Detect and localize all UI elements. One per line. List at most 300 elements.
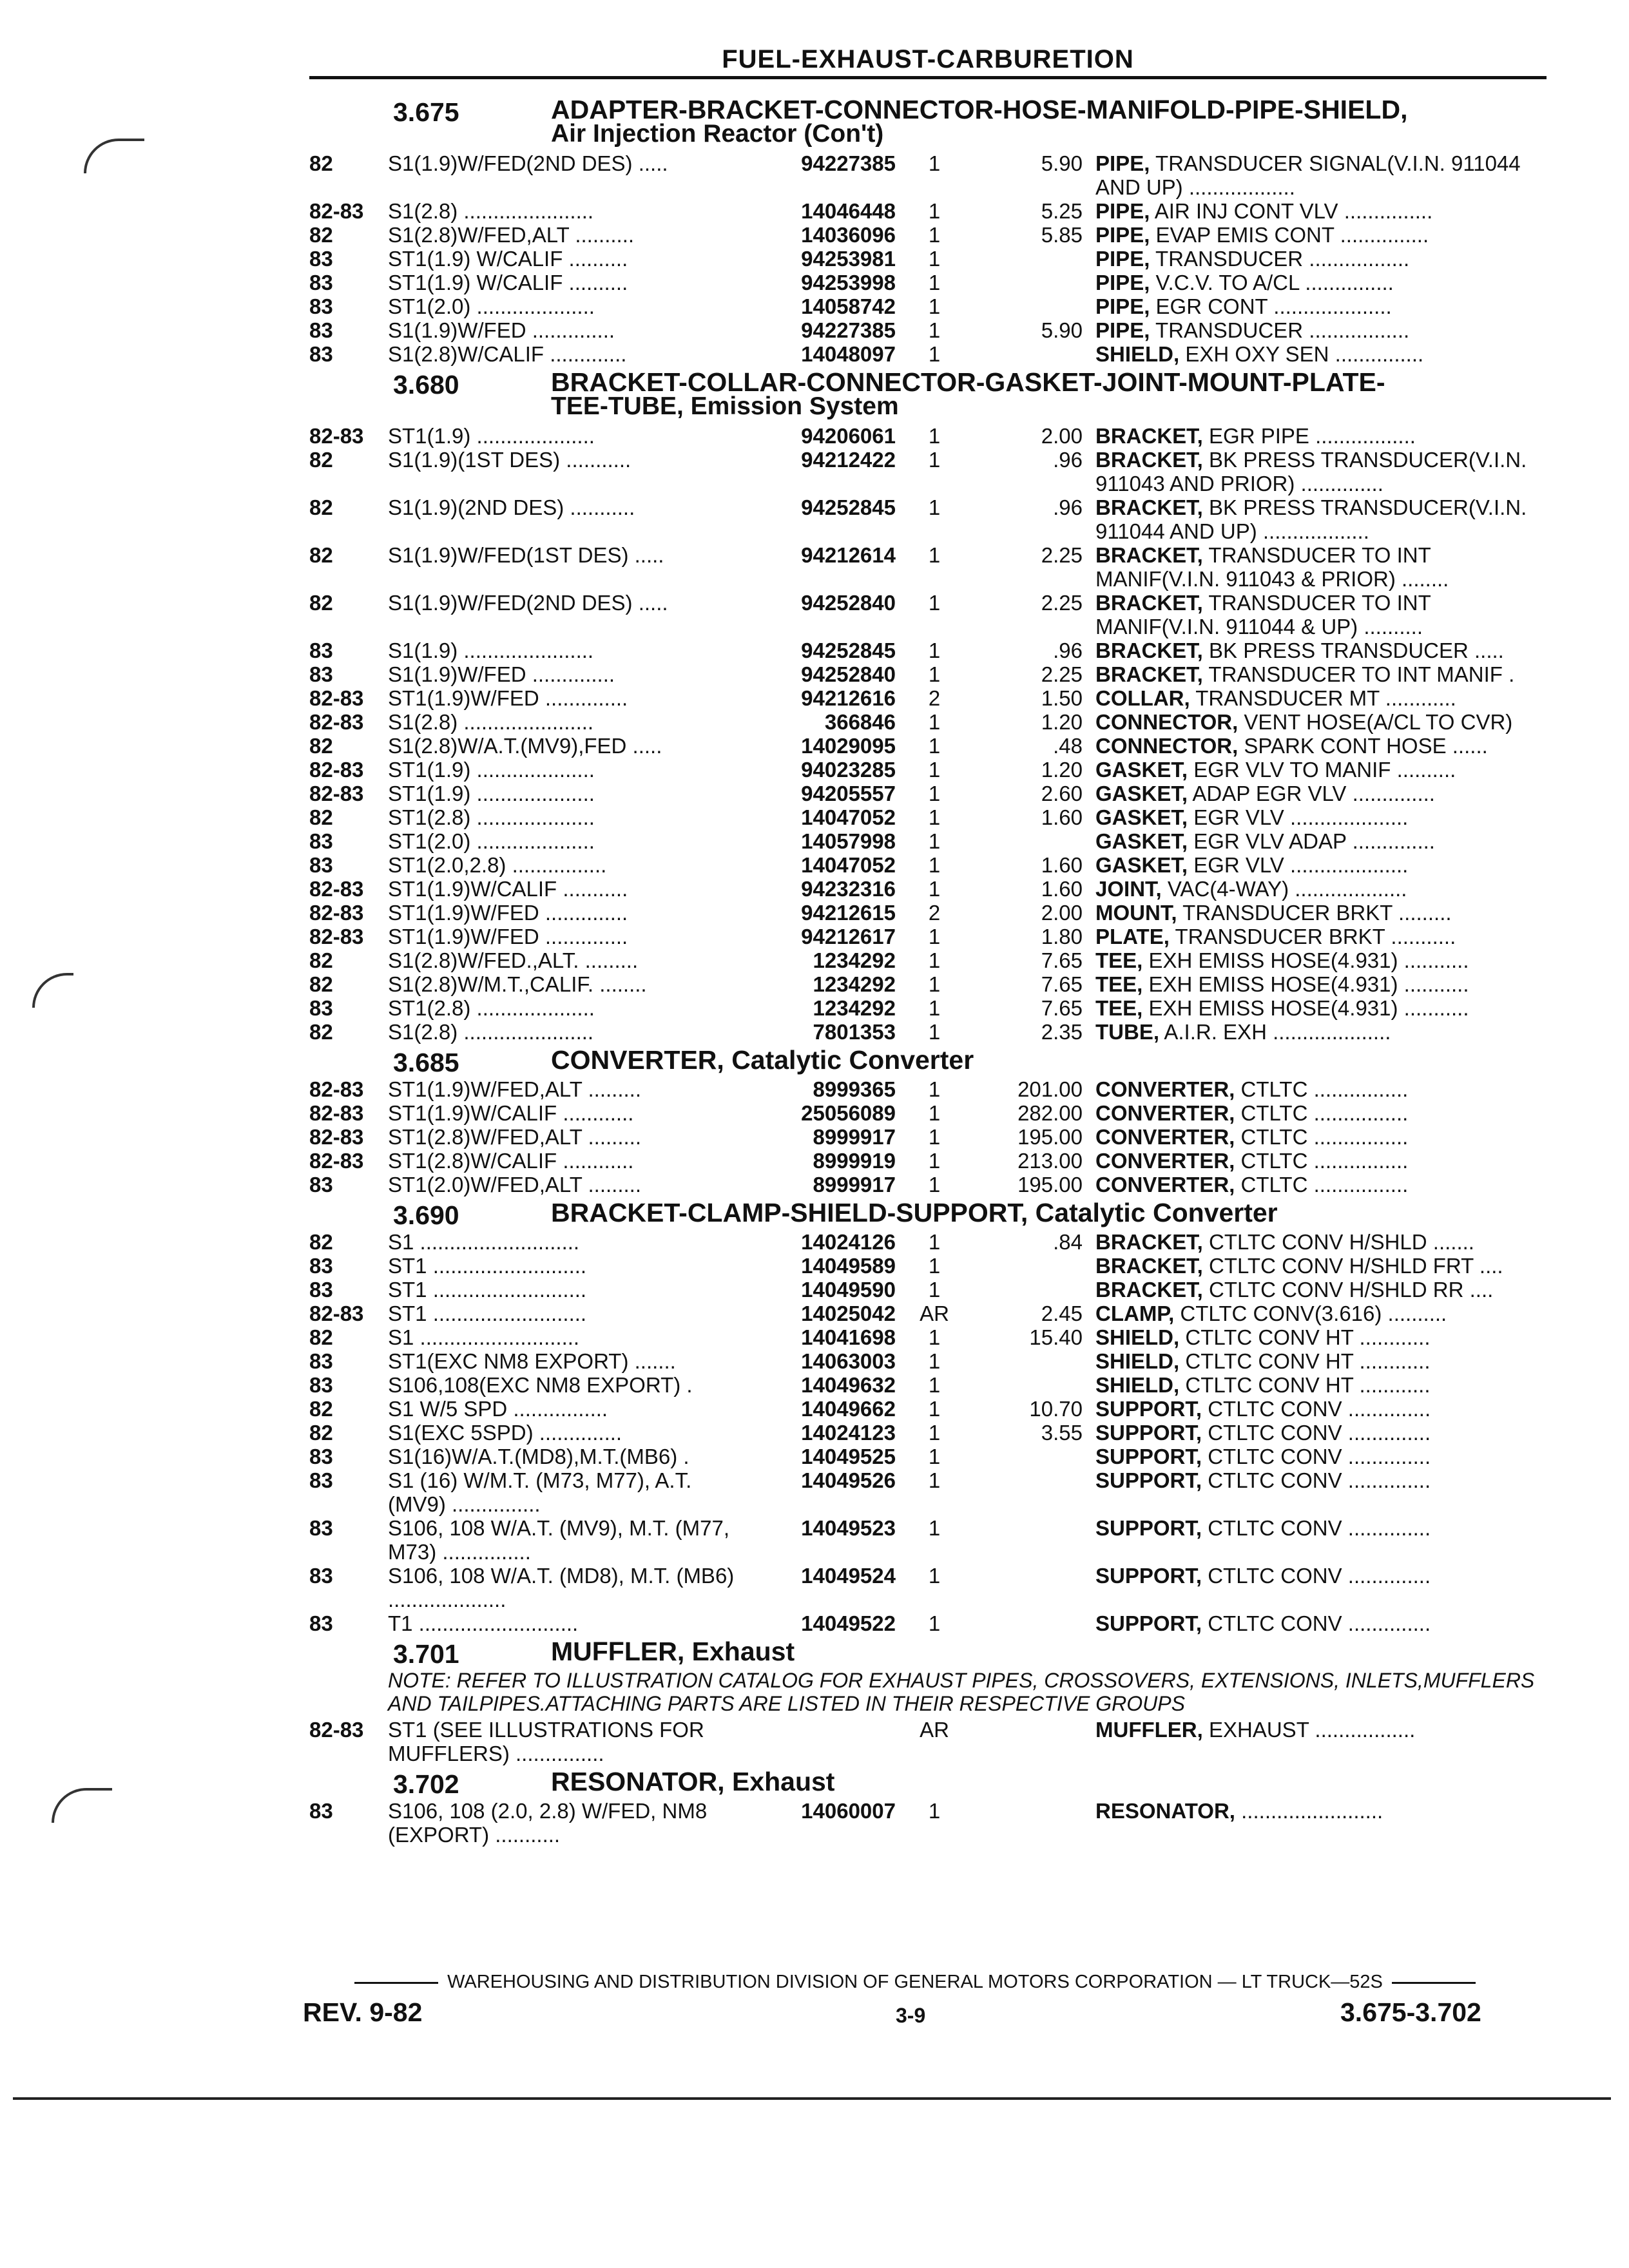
- part-name: SUPPORT,: [1095, 1611, 1202, 1635]
- model-cell: S1(EXC 5SPD) ..............: [388, 1421, 622, 1445]
- part-name: BRACKET,: [1095, 1278, 1203, 1302]
- part-description: CTLTC CONV ..............: [1208, 1421, 1431, 1445]
- part-number-cell: 94212615: [801, 901, 896, 925]
- price-cell: .84: [1053, 1230, 1083, 1254]
- part-row: [309, 1445, 1547, 1468]
- part-description: CTLTC CONV HT ............: [1185, 1325, 1431, 1349]
- model-cell: S1 ...........................: [388, 1325, 580, 1349]
- part-description: CTLTC ................: [1240, 1077, 1409, 1101]
- part-name: TEE,: [1095, 996, 1143, 1020]
- year-cell: 82: [309, 948, 333, 972]
- part-description: EXH OXY SEN ...............: [1185, 342, 1424, 366]
- part-number-cell: 1234292: [813, 972, 896, 996]
- description-cell: [1095, 543, 1547, 591]
- part-row: [309, 1278, 1547, 1302]
- part-name: SUPPORT,: [1095, 1397, 1202, 1421]
- price-cell: 2.25: [1041, 591, 1083, 615]
- hole-punch-mark: [32, 973, 73, 1008]
- quantity-cell: 1: [928, 1101, 941, 1125]
- part-row: [309, 1020, 1547, 1044]
- part-row: [309, 1373, 1547, 1397]
- part-row: [309, 424, 1547, 448]
- year-cell: 82-83: [309, 1077, 364, 1101]
- description-cell: [1095, 662, 1547, 686]
- model-cell: ST1 (SEE ILLUSTRATIONS FOR MUFFLERS) ...............: [388, 1718, 704, 1765]
- part-description: TRANSDUCER SIGNAL(V.I.N. 911044 AND UP) ..................: [1095, 151, 1521, 199]
- quantity-cell: 1: [928, 271, 941, 294]
- price-cell: 7.65: [1041, 948, 1083, 972]
- part-row: [309, 996, 1547, 1020]
- part-name: PIPE,: [1095, 223, 1150, 247]
- parts-listing: [309, 93, 1547, 1847]
- section-subtitle: Air Injection Reactor (Con't): [551, 120, 884, 148]
- year-cell: 83: [309, 1373, 333, 1397]
- part-row: [309, 1325, 1547, 1349]
- model-cell: ST1(2.0)W/FED,ALT .........: [388, 1173, 642, 1196]
- quantity-cell: 1: [928, 448, 941, 472]
- description-cell: [1095, 1125, 1547, 1149]
- part-row: [309, 1101, 1547, 1125]
- part-name: PIPE,: [1095, 151, 1150, 175]
- quantity-cell: 1: [928, 543, 941, 567]
- part-number-cell: 14048097: [801, 342, 896, 366]
- quantity-cell: 1: [928, 247, 941, 271]
- part-row: [309, 925, 1547, 948]
- part-number-cell: 14025042: [801, 1302, 896, 1325]
- part-description: EXH EMISS HOSE(4.931) ...........: [1148, 948, 1469, 972]
- model-cell: S1(1.9)W/FED ..............: [388, 662, 615, 686]
- quantity-cell: 1: [928, 1230, 941, 1254]
- part-description: BK PRESS TRANSDUCER .....: [1209, 639, 1504, 662]
- quantity-cell: 1: [928, 1468, 941, 1492]
- year-cell: 82: [309, 151, 333, 175]
- model-cell: S1(2.8)W/FED,ALT ..........: [388, 223, 635, 247]
- section-note: NOTE: REFER TO ILLUSTRATION CATALOG FOR EXHAUST PIPES, CROSSOVERS, EXTENSIONS, INLETS,MUFFLERS AND TAILPIPES.ATTACHING PARTS ARE LISTED IN THEIR RESPECTIVE GROUPS: [388, 1669, 1535, 1715]
- part-name: MOUNT,: [1095, 901, 1177, 925]
- quantity-cell: 1: [928, 996, 941, 1020]
- part-number-cell: 14063003: [801, 1349, 896, 1373]
- part-description: TRANSDUCER TO INT MANIF(V.I.N. 911043 & PRIOR) ........: [1095, 543, 1449, 591]
- price-cell: 195.00: [1017, 1125, 1083, 1149]
- quantity-cell: AR: [920, 1718, 949, 1742]
- quantity-cell: 1: [928, 1349, 941, 1373]
- description-cell: [1095, 686, 1547, 710]
- part-number-cell: 14024123: [801, 1421, 896, 1445]
- quantity-cell: 1: [928, 1254, 941, 1278]
- description-cell: [1095, 972, 1547, 996]
- price-cell: 1.20: [1041, 710, 1083, 734]
- part-row: [309, 1718, 1547, 1765]
- model-cell: S1(2.8) ......................: [388, 1020, 594, 1044]
- part-name: SUPPORT,: [1095, 1564, 1202, 1588]
- description-cell: [1095, 1611, 1547, 1635]
- section-number: 3.685: [393, 1048, 459, 1077]
- quantity-cell: AR: [920, 1302, 949, 1325]
- part-number-cell: 94206061: [801, 424, 896, 448]
- model-cell: S1 ...........................: [388, 1230, 580, 1254]
- year-cell: 82-83: [309, 782, 364, 805]
- description-cell: [1095, 1173, 1547, 1196]
- description-cell: [1095, 1077, 1547, 1101]
- quantity-cell: 1: [928, 1373, 941, 1397]
- quantity-cell: 1: [928, 1421, 941, 1445]
- part-description: CTLTC ................: [1240, 1173, 1409, 1196]
- description-cell: [1095, 948, 1547, 972]
- part-number-cell: 14024126: [801, 1230, 896, 1254]
- quantity-cell: 1: [928, 710, 941, 734]
- part-row: [309, 1516, 1547, 1564]
- part-name: PIPE,: [1095, 271, 1150, 294]
- page-number: 3-9: [896, 2004, 926, 2027]
- quantity-cell: 1: [928, 805, 941, 829]
- section-header: [393, 1767, 1547, 1799]
- model-cell: ST1(2.0,2.8) ................: [388, 853, 607, 877]
- quantity-cell: 1: [928, 758, 941, 782]
- part-name: SUPPORT,: [1095, 1445, 1202, 1468]
- part-row: [309, 151, 1547, 199]
- part-description: BK PRESS TRANSDUCER(V.I.N. 911044 AND UP) ..................: [1095, 495, 1527, 543]
- part-name: CLAMP,: [1095, 1302, 1175, 1325]
- price-cell: 2.35: [1041, 1020, 1083, 1044]
- part-number-cell: 94232316: [801, 877, 896, 901]
- section-title: [551, 1045, 1547, 1075]
- price-cell: 1.20: [1041, 758, 1083, 782]
- quantity-cell: 1: [928, 877, 941, 901]
- part-name: BRACKET,: [1095, 495, 1203, 519]
- part-row: [309, 710, 1547, 734]
- description-cell: [1095, 758, 1547, 782]
- footer-publisher-text: WAREHOUSING AND DISTRIBUTION DIVISION OF GENERAL MOTORS CORPORATION — LT TRUCK—52S: [447, 1972, 1383, 1992]
- year-cell: 82-83: [309, 1718, 364, 1742]
- year-cell: 82-83: [309, 1149, 364, 1173]
- part-number-cell: 14058742: [801, 294, 896, 318]
- part-row: [309, 1468, 1547, 1516]
- part-description: ........................: [1241, 1799, 1383, 1823]
- part-name: COLLAR,: [1095, 686, 1190, 710]
- part-name: TEE,: [1095, 948, 1143, 972]
- part-row: [309, 294, 1547, 318]
- part-name: SUPPORT,: [1095, 1516, 1202, 1540]
- quantity-cell: 1: [928, 1325, 941, 1349]
- part-description: EXHAUST .................: [1208, 1718, 1416, 1742]
- part-row: [309, 734, 1547, 758]
- price-cell: 2.00: [1041, 901, 1083, 925]
- part-number-cell: 8999365: [813, 1077, 896, 1101]
- year-cell: 83: [309, 1445, 333, 1468]
- description-cell: [1095, 223, 1547, 247]
- model-cell: ST1(1.9)W/FED ..............: [388, 901, 628, 925]
- year-cell: 82: [309, 543, 333, 567]
- section-number: 3.690: [393, 1200, 459, 1230]
- description-cell: [1095, 342, 1547, 366]
- description-cell: [1095, 151, 1547, 199]
- part-name: SUPPORT,: [1095, 1468, 1202, 1492]
- part-row: [309, 1302, 1547, 1325]
- year-cell: 82-83: [309, 199, 364, 223]
- part-name: GASKET,: [1095, 829, 1188, 853]
- part-name: BRACKET,: [1095, 424, 1203, 448]
- year-cell: 83: [309, 1349, 333, 1373]
- part-row: [309, 448, 1547, 495]
- year-cell: 82-83: [309, 1302, 364, 1325]
- part-description: VAC(4-WAY) ...................: [1167, 877, 1407, 901]
- part-number-cell: 94212422: [801, 448, 896, 472]
- part-row: [309, 639, 1547, 662]
- model-cell: ST1(1.9) W/CALIF ..........: [388, 271, 628, 294]
- year-cell: 83: [309, 271, 333, 294]
- year-cell: 83: [309, 829, 333, 853]
- description-cell: [1095, 996, 1547, 1020]
- part-row: [309, 805, 1547, 829]
- price-cell: .96: [1053, 639, 1083, 662]
- part-row: [309, 1349, 1547, 1373]
- model-cell: S1(2.8) ......................: [388, 710, 594, 734]
- part-description: EGR VLV ....................: [1193, 805, 1409, 829]
- part-name: BRACKET,: [1095, 639, 1203, 662]
- section-number: 3.680: [393, 370, 459, 399]
- part-description: AIR INJ CONT VLV ...............: [1154, 199, 1433, 223]
- year-cell: 82-83: [309, 877, 364, 901]
- description-cell: [1095, 782, 1547, 805]
- part-description: CTLTC CONV HT ............: [1185, 1373, 1431, 1397]
- price-cell: 10.70: [1029, 1397, 1083, 1421]
- part-row: [309, 829, 1547, 853]
- quantity-cell: 1: [928, 199, 941, 223]
- part-name: GASKET,: [1095, 805, 1188, 829]
- model-cell: ST1(2.8)W/CALIF ............: [388, 1149, 634, 1173]
- part-number-cell: 14049632: [801, 1373, 896, 1397]
- model-cell: ST1(1.9) W/CALIF ..........: [388, 247, 628, 271]
- part-name: BRACKET,: [1095, 591, 1203, 615]
- year-cell: 82: [309, 1325, 333, 1349]
- part-number-cell: 94212617: [801, 925, 896, 948]
- part-description: CTLTC CONV ..............: [1208, 1516, 1431, 1540]
- price-cell: 15.40: [1029, 1325, 1083, 1349]
- part-row: [309, 853, 1547, 877]
- part-description: EXH EMISS HOSE(4.931) ...........: [1148, 972, 1469, 996]
- part-number-cell: 8999919: [813, 1149, 896, 1173]
- part-description: EVAP EMIS CONT ...............: [1155, 223, 1429, 247]
- part-number-cell: 14049523: [801, 1516, 896, 1540]
- part-number-cell: 7801353: [813, 1020, 896, 1044]
- quantity-cell: 1: [928, 829, 941, 853]
- model-cell: S1(1.9)W/FED(2ND DES) .....: [388, 591, 668, 615]
- part-description: CTLTC CONV ..............: [1208, 1468, 1431, 1492]
- year-cell: 83: [309, 1468, 333, 1492]
- model-cell: ST1(2.0) ....................: [388, 294, 595, 318]
- part-description: TRANSDUCER TO INT MANIF(V.I.N. 911044 & UP) ..........: [1095, 591, 1431, 639]
- model-cell: S106,108(EXC NM8 EXPORT) .: [388, 1373, 693, 1397]
- part-description: TRANSDUCER TO INT MANIF .: [1208, 662, 1515, 686]
- description-cell: [1095, 901, 1547, 925]
- description-cell: [1095, 805, 1547, 829]
- description-cell: [1095, 1718, 1547, 1742]
- part-number-cell: 94212616: [801, 686, 896, 710]
- part-number-cell: 94205557: [801, 782, 896, 805]
- part-number-cell: 14049525: [801, 1445, 896, 1468]
- year-cell: 83: [309, 662, 333, 686]
- quantity-cell: 1: [928, 662, 941, 686]
- part-number-cell: 94253998: [801, 271, 896, 294]
- year-cell: 83: [309, 1799, 333, 1823]
- model-cell: S1 W/5 SPD ................: [388, 1397, 608, 1421]
- quantity-cell: 1: [928, 1397, 941, 1421]
- part-number-cell: 14049662: [801, 1397, 896, 1421]
- description-cell: [1095, 877, 1547, 901]
- section-number: 3.701: [393, 1639, 459, 1669]
- description-cell: [1095, 1373, 1547, 1397]
- quantity-cell: 2: [928, 686, 941, 710]
- part-number-cell: 1234292: [813, 948, 896, 972]
- description-cell: [1095, 1349, 1547, 1373]
- part-name: MUFFLER,: [1095, 1718, 1203, 1742]
- price-cell: .96: [1053, 495, 1083, 519]
- description-cell: [1095, 1516, 1547, 1540]
- part-description: CTLTC CONV H/SHLD RR ....: [1209, 1278, 1494, 1302]
- description-cell: [1095, 1325, 1547, 1349]
- section-title: [551, 97, 1547, 146]
- section-title-text: CONVERTER, Catalytic Converter: [551, 1045, 974, 1075]
- model-cell: ST1(1.9) ....................: [388, 758, 595, 782]
- part-description: CTLTC CONV ..............: [1208, 1611, 1431, 1635]
- year-cell: 83: [309, 342, 333, 366]
- part-name: CONNECTOR,: [1095, 710, 1239, 734]
- part-description: CTLTC ................: [1240, 1125, 1409, 1149]
- part-number-cell: 14029095: [801, 734, 896, 758]
- part-number-cell: 94252840: [801, 662, 896, 686]
- part-number-cell: 94023285: [801, 758, 896, 782]
- part-description: TRANSDUCER BRKT .........: [1182, 901, 1452, 925]
- part-description: CTLTC CONV(3.616) ..........: [1180, 1302, 1447, 1325]
- part-row: [309, 877, 1547, 901]
- description-cell: [1095, 199, 1547, 223]
- section-title-text: MUFFLER, Exhaust: [551, 1637, 795, 1666]
- model-cell: ST1 ..........................: [388, 1254, 587, 1278]
- model-cell: ST1(EXC NM8 EXPORT) .......: [388, 1349, 676, 1373]
- section-title: [551, 1769, 1547, 1794]
- part-row: [309, 199, 1547, 223]
- part-description: V.C.V. TO A/CL ...............: [1155, 271, 1394, 294]
- quantity-cell: 1: [928, 1173, 941, 1196]
- description-cell: [1095, 1445, 1547, 1468]
- price-cell: .96: [1053, 448, 1083, 472]
- part-description: EGR CONT ....................: [1155, 294, 1392, 318]
- part-name: BRACKET,: [1095, 448, 1203, 472]
- section-header: [393, 367, 1547, 420]
- model-cell: S1(1.9)W/FED ..............: [388, 318, 615, 342]
- year-cell: 82: [309, 1397, 333, 1421]
- quantity-cell: 1: [928, 925, 941, 948]
- part-name: SHIELD,: [1095, 342, 1180, 366]
- model-cell: S1(2.8)W/CALIF .............: [388, 342, 627, 366]
- price-cell: 1.60: [1041, 877, 1083, 901]
- quantity-cell: 1: [928, 1564, 941, 1588]
- part-number-cell: 14049526: [801, 1468, 896, 1492]
- year-cell: 83: [309, 1516, 333, 1540]
- part-row: [309, 901, 1547, 925]
- section-title: [551, 1639, 1547, 1664]
- part-name: BRACKET,: [1095, 1254, 1203, 1278]
- price-cell: 213.00: [1017, 1149, 1083, 1173]
- quantity-cell: 1: [928, 424, 941, 448]
- description-cell: [1095, 1799, 1547, 1823]
- section-header: [393, 1045, 1547, 1077]
- description-cell: [1095, 1397, 1547, 1421]
- part-name: RESONATOR,: [1095, 1799, 1235, 1823]
- section-header: [393, 1637, 1547, 1669]
- model-cell: ST1(1.9)W/FED,ALT .........: [388, 1077, 642, 1101]
- price-cell: 3.55: [1041, 1421, 1083, 1445]
- model-cell: S1(1.9)W/FED(1ST DES) .....: [388, 543, 664, 567]
- quantity-cell: 1: [928, 853, 941, 877]
- price-cell: 5.25: [1041, 199, 1083, 223]
- section-title: [551, 1200, 1547, 1225]
- part-number-cell: 14049522: [801, 1611, 896, 1635]
- quantity-cell: 1: [928, 1020, 941, 1044]
- year-cell: 82: [309, 1020, 333, 1044]
- description-cell: [1095, 1421, 1547, 1445]
- price-cell: 282.00: [1017, 1101, 1083, 1125]
- price-cell: .48: [1053, 734, 1083, 758]
- year-cell: 83: [309, 1173, 333, 1196]
- year-cell: 82-83: [309, 424, 364, 448]
- part-name: CONNECTOR,: [1095, 734, 1239, 758]
- part-name: PIPE,: [1095, 318, 1150, 342]
- part-description: EGR VLV TO MANIF ..........: [1193, 758, 1456, 782]
- part-name: CONVERTER,: [1095, 1173, 1235, 1196]
- part-number-cell: 8999917: [813, 1173, 896, 1196]
- part-number-cell: 14049589: [801, 1254, 896, 1278]
- year-cell: 82: [309, 805, 333, 829]
- part-row: [309, 1421, 1547, 1445]
- part-description: EGR PIPE .................: [1209, 424, 1416, 448]
- part-name: PIPE,: [1095, 199, 1150, 223]
- model-cell: ST1(1.9)W/CALIF ............: [388, 1101, 634, 1125]
- year-cell: 82-83: [309, 710, 364, 734]
- part-description: TRANSDUCER .................: [1155, 318, 1410, 342]
- model-cell: S1(1.9)(2ND DES) ...........: [388, 495, 635, 519]
- description-cell: [1095, 1149, 1547, 1173]
- part-number-cell: 94252845: [801, 495, 896, 519]
- year-cell: 82-83: [309, 686, 364, 710]
- price-cell: 195.00: [1017, 1173, 1083, 1196]
- quantity-cell: 1: [928, 1149, 941, 1173]
- part-number-cell: 14047052: [801, 805, 896, 829]
- part-row: [309, 1173, 1547, 1196]
- part-row: [309, 1254, 1547, 1278]
- part-row: [309, 758, 1547, 782]
- part-number-cell: 94252840: [801, 591, 896, 615]
- year-cell: 83: [309, 1278, 333, 1302]
- part-row: [309, 1799, 1547, 1847]
- model-cell: ST1(2.8)W/FED,ALT .........: [388, 1125, 642, 1149]
- year-cell: 82-83: [309, 1101, 364, 1125]
- quantity-cell: 1: [928, 948, 941, 972]
- part-description: ADAP EGR VLV ..............: [1192, 782, 1435, 805]
- footer-publisher: [303, 1972, 1527, 1993]
- section-header: [393, 97, 1547, 146]
- model-cell: S106, 108 (2.0, 2.8) W/FED, NM8 (EXPORT) ...........: [388, 1799, 708, 1847]
- part-number-cell: 366846: [824, 710, 896, 734]
- part-row: [309, 1077, 1547, 1101]
- description-cell: [1095, 1101, 1547, 1125]
- price-cell: 5.85: [1041, 223, 1083, 247]
- year-cell: 82: [309, 223, 333, 247]
- quantity-cell: 1: [928, 223, 941, 247]
- part-description: CTLTC ................: [1240, 1149, 1409, 1173]
- description-cell: [1095, 424, 1547, 448]
- quantity-cell: 1: [928, 1611, 941, 1635]
